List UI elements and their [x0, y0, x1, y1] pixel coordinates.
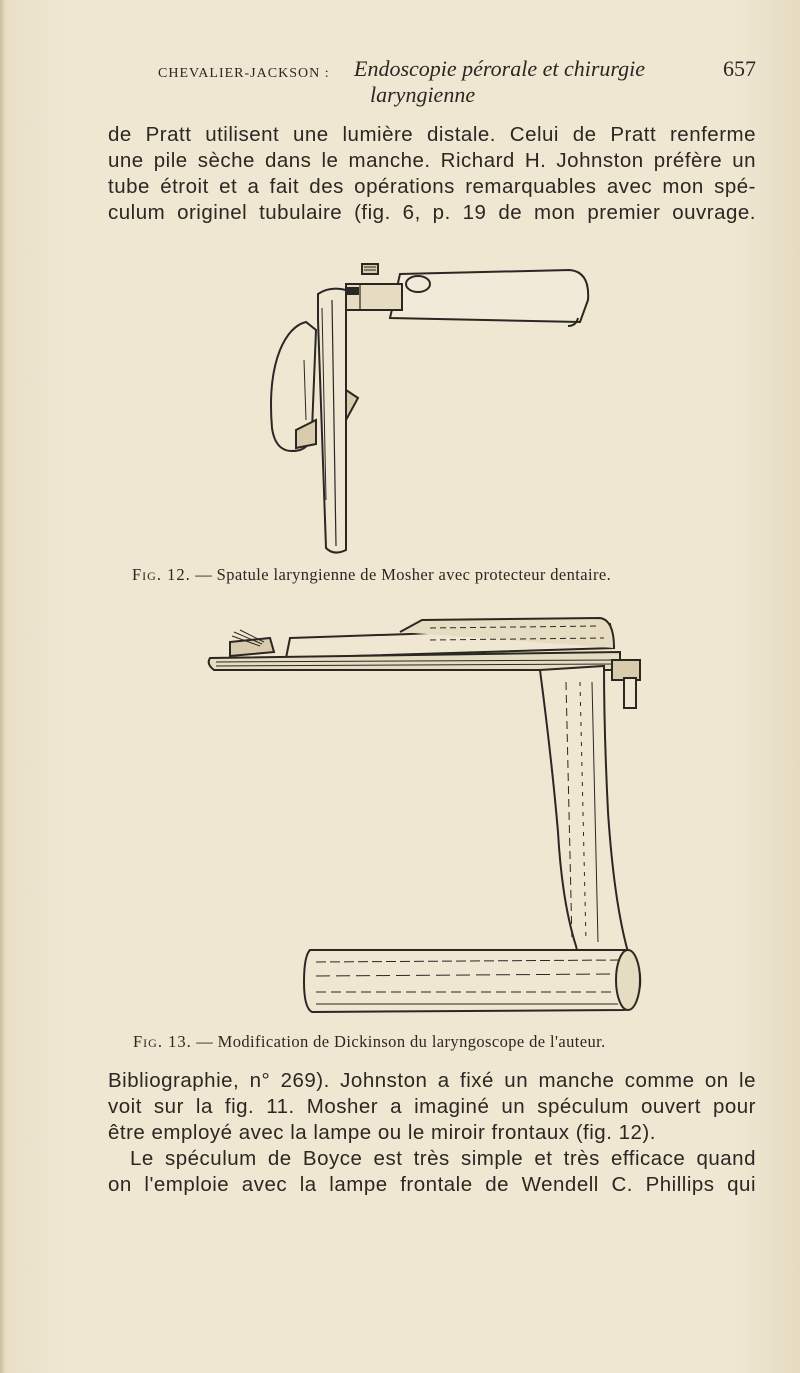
paragraph-top [108, 122, 756, 226]
page-edge-shadow [0, 0, 6, 1373]
figure-12-label: Fig. 12. [132, 565, 191, 584]
figure-13-illustration [200, 612, 650, 1020]
figure-13-label: Fig. 13. [133, 1032, 192, 1051]
text-line: tube étroit et a fait des opérations remarquables avec mon spé- [108, 175, 756, 198]
text-line: de Pratt utilisent une lumière distale. Celui de Pratt renferme [108, 123, 756, 146]
page-header [108, 56, 756, 112]
text-line: culum originel tubulaire (fig. 6, p. 19 de mon premier ouvrage. [108, 201, 756, 224]
text-line: Bibliographie, n° 269). Johnston a fixé un manche comme on le [108, 1069, 756, 1092]
figure-12-illustration [260, 260, 600, 560]
text-line: une pile sèche dans le manche. Richard H. Johnston préfère un [108, 149, 756, 172]
figure-13-caption [133, 1032, 606, 1052]
running-head-author: CHEVALIER-JACKSON : [158, 66, 330, 81]
figure-12-caption [132, 565, 611, 585]
figure-12-caption-text: — Spatule laryngienne de Mosher avec protecteur dentaire. [190, 565, 612, 584]
running-head-title: Endoscopie pérorale et chirurgie [354, 56, 646, 81]
page-number: 657 [723, 56, 756, 81]
figure-13-caption-text: — Modification de Dickinson du laryngoscope de l'auteur. [191, 1032, 606, 1051]
text-line: être employé avec la lampe ou le miroir frontaux (fig. 12). [108, 1121, 656, 1144]
text-line: on l'emploie avec la lampe frontale de Wendell C. Phillips qui [108, 1173, 756, 1196]
running-head-title-continued: laryngienne [370, 82, 476, 107]
text-line: Le spéculum de Boyce est très simple et très efficace quand [130, 1147, 756, 1170]
paragraph-bottom [108, 1068, 756, 1198]
text-line: voit sur la fig. 11. Mosher a imaginé un spéculum ouvert pour [108, 1095, 756, 1118]
